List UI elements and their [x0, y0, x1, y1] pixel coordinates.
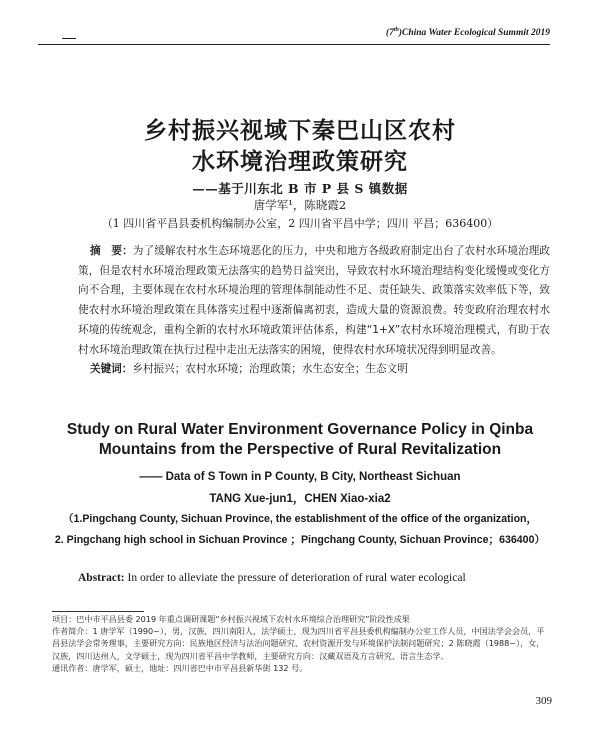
- keywords-cn-label: 关键词：: [90, 363, 133, 375]
- header-dash: [62, 38, 76, 39]
- header-rule: [38, 44, 550, 45]
- affiliation-cn: （1 四川省平昌县委机构编制办公室，2 四川省平昌中学；四川 平昌；636400）: [101, 217, 499, 230]
- abstract-cn: [78, 242, 550, 360]
- footnote-project: 项目：巴中市平昌县委 2019 年重点调研课题“乡村振兴视域下农村水环境综合治理研究”阶段性成果: [52, 614, 410, 624]
- subtitle-cn: ——基于川东北 B 市 P 县 S 镇数据: [192, 181, 408, 196]
- title-en-line2: Mountains from the Perspective of Rural Revitalization: [98, 441, 502, 458]
- page-number: 309: [535, 695, 552, 707]
- footnote-author-intro: 作者简介：1 唐学军（1990~），男，汉族，四川南阳人，法学硕士，现为四川省平昌县委机构编制办公室工作人员，中国法学会会员，平昌县法学会常务理事，主要研究方向：民族地区经济与法治问题研究、农村资源开发与环境保护法制问题研究；2 陈晓霞（1988~），女，汉族，四川达州人，文学硕士，现为四川省平昌中学教师，主要研究方向：汉藏双语及方言研究、语言生态学。: [52, 626, 545, 661]
- title-cn-line1: 乡村振兴视域下秦巴山区农村: [144, 118, 456, 144]
- subtitle-en: —— Data of S Town in P County, B City, Northeast Sichuan: [139, 471, 461, 483]
- abstract-cn-text: 为了缓解农村水生态环境恶化的压力，中央和地方各级政府制定出台了农村水环境治理政策，但是农村水环境治理政策无法落实的趋势日益突出，导致农村水环境治理结构变化缓慢或变化方向不合理，主要体现在农村水环境治理的管理体制能动性不足、责任缺失、政策落实效率低下等，致使农村水环境治理政策在具体落实过程中逐渐偏离初衷，造成大量的资源浪费。转变政府治理农村水环境的传统观念，重构全新的农村水环境政策评估体系，构建“1+X”农村水环境治理模式，有助于农村水环境治理政策在执行过程中走出无法落实的困境，使得农村水环境状况得到明显改善。: [78, 245, 551, 356]
- title-en-line1: Study on Rural Water Environment Governance Policy in Qinba: [66, 421, 534, 438]
- affiliation-en-line1: （1.Pingchang County, Sichuan Province, the establishment of the office of the organization，: [62, 513, 538, 525]
- keywords-cn-text: 乡村振兴；农村水环境；治理政策；水生态安全；生态文明: [132, 363, 408, 375]
- abstract-cn-label: 摘 要：: [90, 245, 133, 257]
- authors-en: TANG Xue-jun1，CHEN Xiao-xia2: [209, 493, 391, 505]
- journal-header: [382, 27, 550, 38]
- footnote-rule: [52, 611, 144, 612]
- abstract-en-label: Abstract:: [78, 572, 125, 584]
- abstract-en-text: In order to alleviate the pressure of deterioration of rural water ecological: [127, 572, 466, 584]
- affiliation-en-line2: 2. Pingchang high school in Sichuan Province ；Pingchang County, Sichuan Province；636400）: [54, 534, 546, 546]
- journal-edition: (7: [385, 28, 394, 39]
- journal-edition-suffix: th: [393, 27, 399, 33]
- authors-cn: 唐学军¹，陈晓霞2: [253, 198, 347, 212]
- journal-name: )China Water Ecological Summit 2019: [398, 28, 550, 39]
- footnote-contact: 通讯作者：唐学军，硕士，地址：四川省巴中市平昌县新华街 132 号。: [52, 662, 308, 673]
- title-cn-line2: 水环境治理政策研究: [192, 149, 408, 175]
- footnotes: [52, 613, 552, 674]
- abstract-en: [78, 572, 550, 584]
- keywords-cn: [90, 361, 550, 376]
